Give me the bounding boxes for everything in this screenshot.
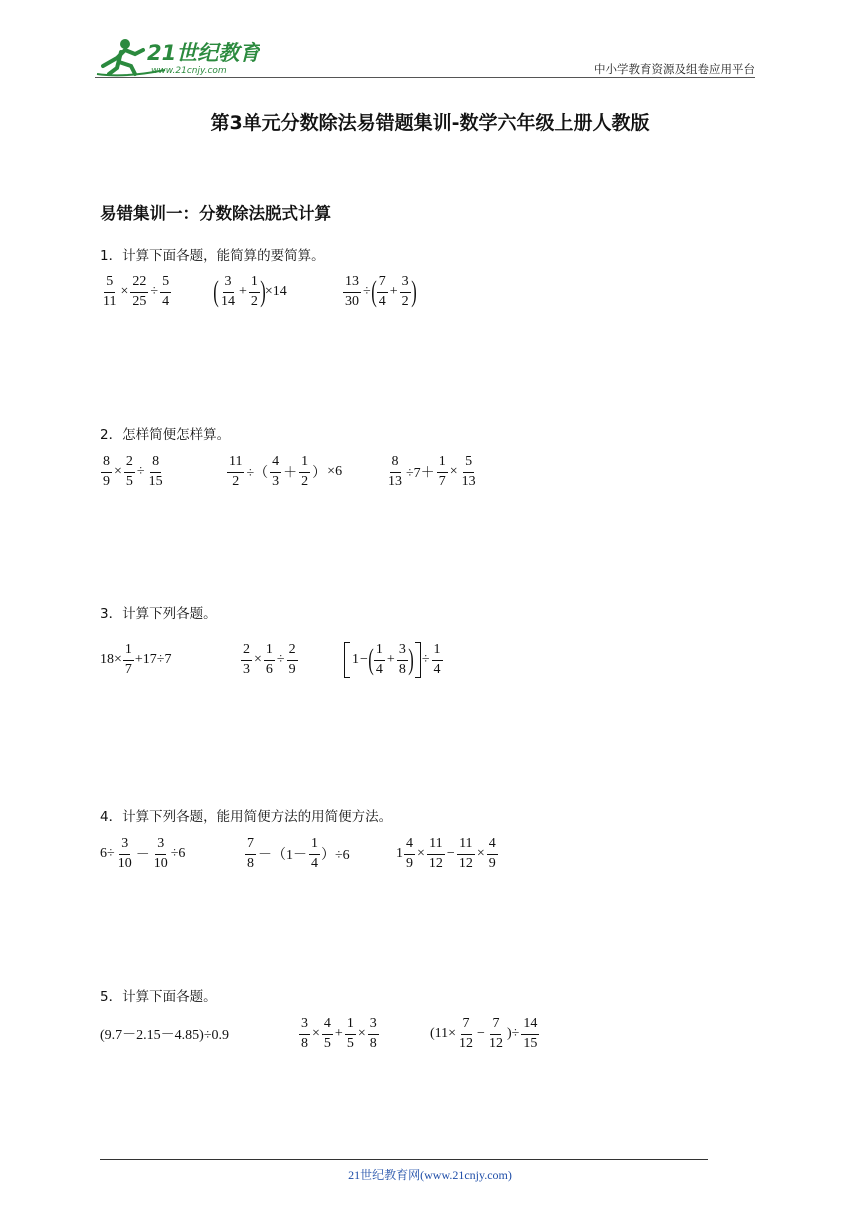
q5-expr-a: (9.7－2.15－4.85)÷0.9 (100, 1028, 230, 1043)
q2-expr-b: $\frac{11}{2}$ ÷（ 4 3 ＋ 1 2 ） ×6 (229, 453, 343, 489)
q1-expr-a: $\frac{5}{11}$ × $\frac{22}{25}$ ÷ $\frac{5}{4}$ (103, 273, 170, 309)
question-3-prompt: 3．计算下列各题。 (100, 606, 217, 622)
header-divider (95, 77, 755, 78)
svg-text:21世纪教育: 21世纪教育 (147, 41, 260, 65)
section-title: 易错集训一：分数除法脱式计算 (100, 204, 331, 223)
q2-expr-a: $\frac{8}{9}$ × $\frac{2}{5}$ ÷ $\frac{8}{15}$ (103, 453, 163, 489)
question-1-prompt: 1．计算下面各题，能简算的要简算。 (100, 248, 325, 264)
footer-divider (100, 1159, 708, 1160)
runner-logo-icon (95, 36, 260, 78)
q1-expr-c: $\frac{13}{30}$ ÷ ( 7 4 + $\frac{3}{2}$ ) (345, 273, 417, 309)
logo (95, 36, 260, 78)
question-2-prompt: 2．怎样简便怎样算。 (100, 427, 231, 443)
q4-expr-a: 6÷ $\frac{3}{10}$ － $\frac{3}{10}$ ÷6 (100, 835, 186, 871)
q5-expr-b: $\frac{3}{8}$ × $\frac{4}{5}$ + $\frac{1}{5}$ × $\frac{3}{8}$ (301, 1015, 377, 1051)
q2-expr-c: $\frac{8}{13}$ ÷7＋ $\frac{1}{7}$ × $\frac{5}{13}$ (388, 453, 476, 489)
q4-expr-c: 1 4 9 × $\frac{11}{12}$ − $\frac{11}{12}$ × $\frac{4}{9}$ (396, 835, 496, 871)
q1-expr-b: ( 3 14 + $\frac{1}{2}$ ) ×14 (213, 273, 287, 309)
question-4-prompt: 4．计算下列各题，能用简便方法的用简便方法。 (100, 809, 393, 825)
q4-expr-b: 7 8 －（1－ 1 4 ）÷6 (247, 835, 350, 871)
q3-expr-b: $\frac{2}{3}$ × $\frac{1}{6}$ ÷ $\frac{2}{9}$ (243, 641, 296, 677)
q3-expr-c: 1 − ( 1 4 + $\frac{3}{8}$ ) ÷ $\frac{1}{4}$ (344, 638, 444, 682)
page-title: 第3单元分数除法易错题集训-数学六年级上册人教版 (210, 112, 650, 134)
q3-expr-a: 18× $\frac{1}{7}$ +17÷7 (100, 641, 172, 677)
svg-text:www.21cnjy.com: www.21cnjy.com (151, 66, 227, 76)
q5-expr-c: (11× $\frac{7}{12}$ − $\frac{7}{12}$ )÷ $\frac{14}{15}$ (430, 1015, 538, 1051)
platform-label: 中小学教育资源及组卷应用平台 (594, 62, 755, 76)
footer-link[interactable]: 21世纪教育网(www.21cnjy.com) (348, 1168, 512, 1182)
question-5-prompt: 5．计算下面各题。 (100, 989, 217, 1005)
